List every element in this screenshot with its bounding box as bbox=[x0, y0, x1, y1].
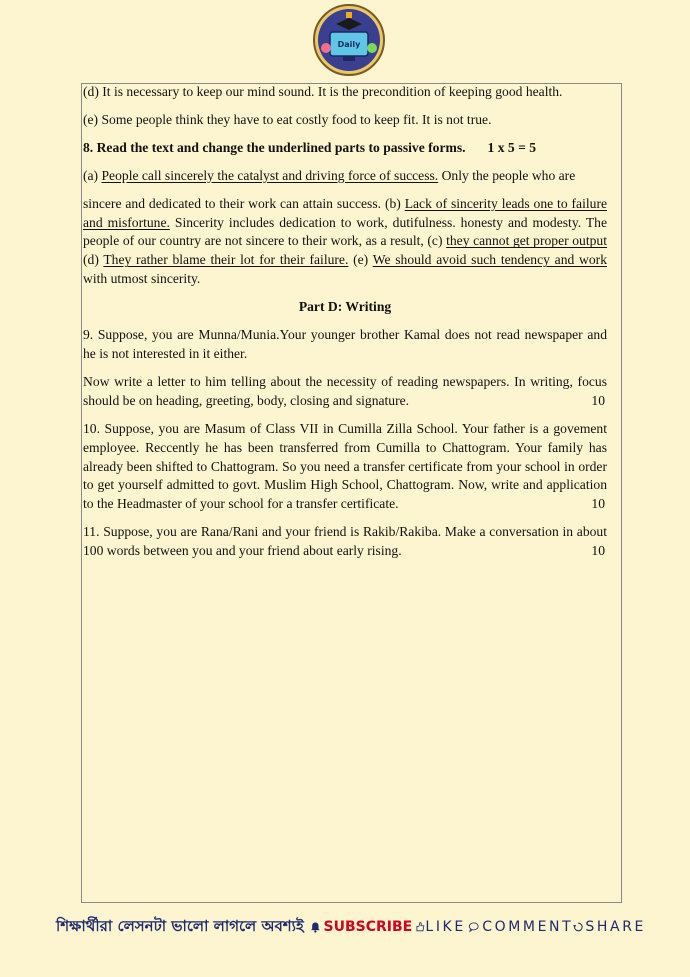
item-d: (d) It is necessary to keep our mind sound. It is the precondition of keeping good health. bbox=[83, 84, 563, 99]
q8-marks: 1 x 5 = 5 bbox=[487, 139, 537, 155]
q11-last-line bbox=[83, 542, 607, 561]
page-content bbox=[83, 83, 607, 561]
q8-e-label: (e) bbox=[348, 252, 373, 268]
q8-a-underlined: People call sincerely the catalyst and driving force of success. bbox=[101, 167, 439, 183]
q10-paragraph bbox=[83, 420, 607, 515]
q8-l2-pre: sincere and dedicated to their work can attain success. (b) bbox=[83, 195, 405, 211]
item-e: (e) Some people think they have to eat costly food to keep fit. It is not true. bbox=[83, 111, 492, 127]
logo-text: Daily bbox=[337, 40, 361, 49]
q9-p2-line1: Now write a letter to him telling about the necessity of reading newspapers. In writing, focus bbox=[83, 373, 607, 389]
q8-d-underlined: They rather blame their lot for their failure. bbox=[103, 252, 349, 268]
footer-bar bbox=[56, 915, 646, 939]
q9-marks: 10 bbox=[591, 392, 605, 408]
q8-end: with utmost sincerity. bbox=[83, 271, 201, 287]
q11-marks: 10 bbox=[591, 543, 605, 559]
q8-title: 8. Read the text and change the underlined parts to passive forms. bbox=[83, 139, 466, 155]
part-d-heading: Part D: Writing bbox=[298, 299, 392, 315]
q10-marks: 10 bbox=[591, 496, 605, 512]
q9-paragraph-2 bbox=[83, 373, 607, 411]
q9-p2-line2 bbox=[83, 392, 607, 411]
q8-l3-rest: Sincerity includes dedication to work, dutifulness. honesty and modesty. The people of our country are not sincere to their work, as a result, (c) bbox=[83, 214, 607, 249]
footer-bangla-text: শিক্ষার্থীরা লেসনটা ভালো লাগলে অবশ্যই bbox=[56, 916, 304, 935]
daily-logo bbox=[310, 4, 388, 76]
q11-paragraph bbox=[83, 523, 607, 561]
q9-paragraph-1: 9. Suppose, you are Munna/Munia.Your younger brother Kamal does not read newspaper and he is not interested in it either. bbox=[83, 327, 607, 361]
share-link[interactable]: SHARE bbox=[585, 919, 646, 935]
q11-body: 11. Suppose, you are Rana/Rani and your friend is Rakib/Rakiba. Make a conversation in about bbox=[83, 524, 607, 540]
q8-e-underlined: We should avoid such tendency and work bbox=[372, 252, 607, 268]
like-link[interactable]: LIKE bbox=[425, 919, 466, 935]
q8-passage bbox=[83, 195, 607, 290]
thumbs-up-icon bbox=[415, 918, 425, 936]
q10-last: to the Headmaster of your school for a transfer certificate. bbox=[83, 496, 399, 512]
comment-link[interactable]: COMMENT bbox=[482, 919, 574, 935]
share-recycle-icon bbox=[573, 918, 583, 936]
subscribe-link[interactable]: SUBSCRIBE bbox=[323, 919, 413, 935]
q10-last-line bbox=[83, 495, 607, 514]
q8-b-underlined: Lack of sincerity leads one to failure and misfortune. bbox=[83, 195, 608, 230]
q8-first-line bbox=[83, 167, 607, 186]
q8-a-label: (a) bbox=[83, 167, 102, 183]
q8-a-rest: Only the people who are bbox=[438, 167, 576, 183]
q11-last: 100 words between you and your friend about early rising. bbox=[83, 543, 402, 559]
q10-body: 10. Suppose, you are Masum of Class VII in Cumilla Zilla School. Your father is a govement employee. Reccently he has been transferred from Cumilla to Chattogram. Your family has already been shifted to Chattogram. So you need a transfer certificate from your school in order to get yourself admitted to govt. Muslim High School, Chattogram. Now, write and application bbox=[83, 420, 607, 493]
q8-heading bbox=[83, 139, 607, 158]
q9-p2-last: should be on heading, greeting, body, closing and signature. bbox=[83, 392, 410, 408]
comment-icon bbox=[468, 918, 479, 936]
q8-c-underlined: they cannot get proper output bbox=[446, 233, 608, 249]
bell-icon bbox=[309, 918, 322, 936]
q8-d-label: (d) bbox=[83, 252, 104, 268]
